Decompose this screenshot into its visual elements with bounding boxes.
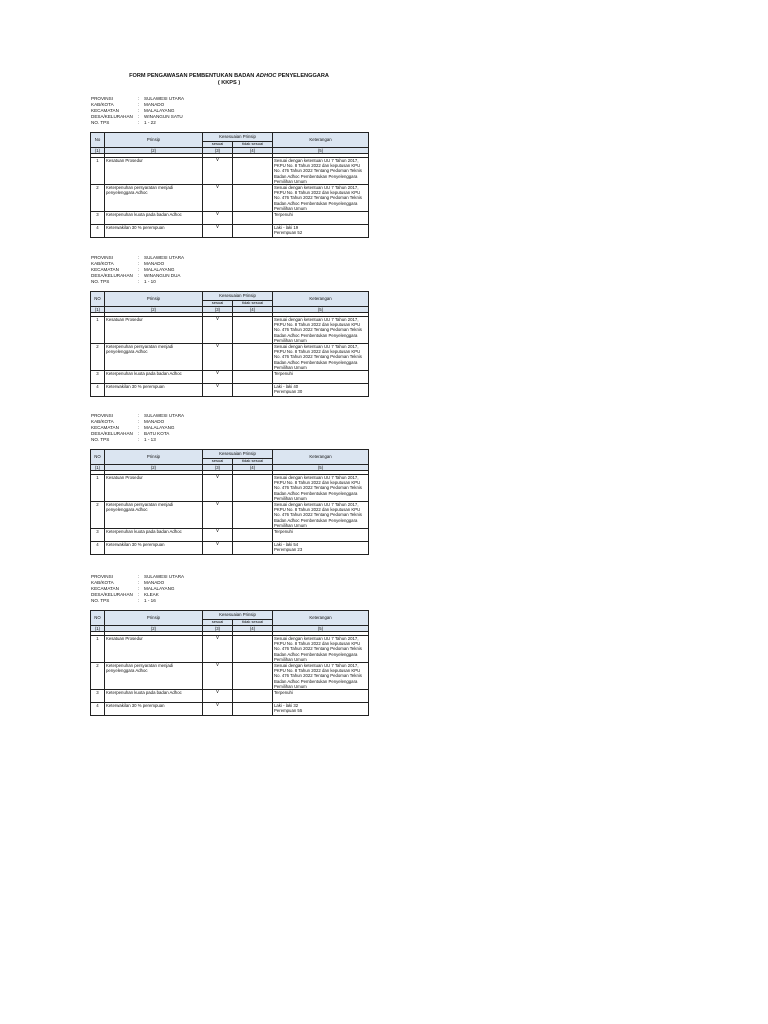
row-prinsip: Keterwakilan 30 % perempuan [105,384,203,397]
label-desa: DESA/KELURAHAN [91,272,133,278]
sep: : [138,101,140,107]
value-tps: 1 - 16 [144,597,156,603]
row-tidak-sesuai [233,542,273,555]
col-number: (4) [233,147,273,154]
sep: : [138,430,140,436]
col-number: (3) [203,147,233,154]
value-kec: MALALAYANG [144,585,175,591]
row-no: 1 [91,636,105,663]
row-keterangan: Sesuai dengan ketentuan UU 7 Tahun 2017, PKPU No. 8 Tahun 2022 dan keputusan KPU No. 476 Tahun 2022 Tentang Pedoman Teknis Badan Adhoc Pembentukan Penyelenggara Pemilihan Umum [273,502,369,529]
ket-laki: Laki - laki 40 [274,384,299,390]
row-keterangan: Terpenuhi [273,690,369,703]
row-keterangan [273,542,369,555]
table-row [91,542,369,555]
kkps-table [90,132,369,239]
header-prinsip: Prinsip [105,610,203,625]
col-number: (5) [273,147,369,154]
table-row [91,529,369,542]
header-keterangan: Keterangan [273,610,369,625]
value-desa: WINANGUN DUA [144,272,181,278]
label-kec: KECAMATAN [91,266,119,272]
header-no: NO [91,291,105,306]
header-no: NO [91,610,105,625]
label-tps: NO. TPS [91,436,110,442]
col-number: (3) [203,306,233,313]
check-mark: v [203,502,233,529]
header-tidak-sesuai: tidak sesuai [233,458,273,464]
row-prinsip: Keterpenuhan persyaratan menjadi penyelenggara Adhoc [105,344,203,371]
table-row [91,475,369,502]
row-no: 4 [91,703,105,716]
kkps-table [90,291,369,398]
location-info [91,96,368,126]
check-mark: v [203,225,233,238]
table-row [91,690,369,703]
row-no: 2 [91,344,105,371]
row-prinsip: Kesatuan Prosedur [105,317,203,344]
sep: : [138,591,140,597]
row-tidak-sesuai [233,384,273,397]
col-number: (1) [91,147,105,154]
label-desa: DESA/KELURAHAN [91,113,133,119]
header-tidak-sesuai: tidak sesuai [233,141,273,147]
sep: : [138,436,140,442]
form-title [90,73,368,87]
sep: : [138,272,140,278]
value-provinsi: SULAWESI UTARA [144,413,185,418]
row-no: 2 [91,185,105,212]
form-title-line [90,73,368,80]
value-provinsi: SULAWESI UTARA [144,96,185,101]
value-provinsi: SULAWESI UTARA [144,574,185,579]
row-no: 3 [91,529,105,542]
ket-laki: Laki - laki 19 [274,225,299,231]
row-prinsip: Kesatuan Prosedur [105,475,203,502]
col-number: (1) [91,625,105,632]
kkps-table [90,449,369,556]
row-prinsip: Keterwakilan 30 % perempuan [105,225,203,238]
value-desa: BATU KOTA [144,430,170,436]
row-tidak-sesuai [233,690,273,703]
row-no: 4 [91,384,105,397]
label-kab: KAB/KOTA [91,418,114,424]
label-provinsi: PROVINSI [91,413,113,418]
check-mark: v [203,529,233,542]
row-tidak-sesuai [233,212,273,225]
row-keterangan: Terpenuhi [273,212,369,225]
table-row [91,344,369,371]
value-kec: MALALAYANG [144,424,175,430]
value-kab: MANADO [144,418,165,424]
title-suffix: PENYELENGGARA [276,73,329,79]
row-keterangan [273,225,369,238]
row-tidak-sesuai [233,185,273,212]
row-prinsip: Keterpenuhan kuota pada badan Adhoc [105,529,203,542]
check-mark: v [203,636,233,663]
kkps-table [90,610,369,717]
location-info [91,413,368,443]
label-provinsi: PROVINSI [91,574,113,579]
row-prinsip: Keterpenuhan kuota pada badan Adhoc [105,212,203,225]
table-row [91,663,369,690]
value-kab: MANADO [144,101,165,107]
row-prinsip: Keterpenuhan kuota pada badan Adhoc [105,690,203,703]
header-kesesuaian: Kesesuaian Prinsip [203,291,273,300]
row-no: 4 [91,542,105,555]
label-desa: DESA/KELURAHAN [91,591,133,597]
table-row [91,371,369,384]
ket-perempuan: Perempuan 23 [274,547,303,553]
check-mark: v [203,185,233,212]
section-2 [90,255,368,397]
sep: : [138,266,140,272]
value-kec: MALALAYANG [144,266,175,272]
sep: : [138,585,140,591]
sep: : [138,424,140,430]
table-row [91,384,369,397]
sep: : [138,96,140,101]
sep: : [138,107,140,113]
row-keterangan: Sesuai dengan ketentuan UU 7 Tahun 2017, PKPU No. 8 Tahun 2022 dan keputusan KPU No. 476 Tahun 2022 Tentang Pedoman Teknis Badan Adhoc Pembentukan Penyelenggara Pemilihan Umum [273,158,369,185]
header-keterangan: Keterangan [273,132,369,147]
ket-perempuan: Perempuan 55 [274,708,303,714]
ket-laki: Laki - laki 32 [274,703,299,709]
table-row [91,703,369,716]
col-number: (5) [273,625,369,632]
value-desa: KLEAK [144,591,159,597]
header-sesuai: sesuai [203,300,233,306]
label-tps: NO. TPS [91,119,110,125]
value-tps: 1 - 13 [144,436,156,442]
check-mark: v [203,317,233,344]
row-tidak-sesuai [233,371,273,384]
table-row [91,636,369,663]
label-provinsi: PROVINSI [91,96,113,101]
header-tidak-sesuai: tidak sesuai [233,300,273,306]
check-mark: v [203,542,233,555]
col-number: (4) [233,306,273,313]
col-number: (5) [273,306,369,313]
table-row [91,185,369,212]
row-tidak-sesuai [233,663,273,690]
row-tidak-sesuai [233,475,273,502]
value-kab: MANADO [144,260,165,266]
row-keterangan: Sesuai dengan ketentuan UU 7 Tahun 2017, PKPU No. 8 Tahun 2022 dan keputusan KPU No. 476 Tahun 2022 Tentang Pedoman Teknis Badan Adhoc Pembentukan Penyelenggara Pemilihan Umum [273,636,369,663]
check-mark: v [203,344,233,371]
sep: : [138,579,140,585]
label-kec: KECAMATAN [91,107,119,113]
header-sesuai: sesuai [203,458,233,464]
row-tidak-sesuai [233,225,273,238]
label-desa: DESA/KELURAHAN [91,430,133,436]
col-number: (5) [273,464,369,471]
table-row [91,212,369,225]
label-provinsi: PROVINSI [91,255,113,260]
row-no: 1 [91,475,105,502]
title-prefix: FORM PENGAWASAN PEMBENTUKAN BADAN [129,73,256,79]
ket-perempuan: Perempuan 30 [274,389,303,395]
table-row [91,317,369,344]
value-kec: MALALAYANG [144,107,175,113]
row-prinsip: Keterpenuhan persyaratan menjadi penyelenggara Adhoc [105,663,203,690]
ket-laki: Laki - laki 54 [274,542,299,548]
label-kab: KAB/KOTA [91,101,114,107]
row-tidak-sesuai [233,317,273,344]
location-info [91,255,368,285]
row-prinsip: Keterpenuhan kuota pada badan Adhoc [105,371,203,384]
row-prinsip: Kesatuan Prosedur [105,158,203,185]
section-4 [90,574,368,716]
label-kab: KAB/KOTA [91,260,114,266]
row-tidak-sesuai [233,703,273,716]
check-mark: v [203,371,233,384]
row-no: 3 [91,212,105,225]
row-tidak-sesuai [233,636,273,663]
col-number: (2) [105,306,203,313]
form-subtitle: ( KKPS ) [217,80,241,86]
header-kesesuaian: Kesesuaian Prinsip [203,449,273,458]
row-no: 1 [91,317,105,344]
col-number: (1) [91,464,105,471]
header-prinsip: Prinsip [105,132,203,147]
row-tidak-sesuai [233,344,273,371]
value-tps: 1 - 22 [144,119,156,125]
check-mark: v [203,158,233,185]
row-tidak-sesuai [233,502,273,529]
check-mark: v [203,475,233,502]
label-kab: KAB/KOTA [91,579,114,585]
row-no: 3 [91,690,105,703]
header-no: No [91,132,105,147]
row-no: 3 [91,371,105,384]
value-desa: WINANGUN SATU [144,113,183,119]
table-row [91,225,369,238]
sep: : [138,418,140,424]
header-prinsip: Prinsip [105,449,203,464]
row-keterangan: Sesuai dengan ketentuan UU 7 Tahun 2017, PKPU No. 8 Tahun 2022 dan keputusan KPU No. 476 Tahun 2022 Tentang Pedoman Teknis Badan Adhoc Pembentukan Penyelenggara Pemilihan Umum [273,317,369,344]
row-keterangan: Sesuai dengan ketentuan UU 7 Tahun 2017, PKPU No. 8 Tahun 2022 dan keputusan KPU No. 476 Tahun 2022 Tentang Pedoman Teknis Badan Adhoc Pembentukan Penyelenggara Pemilihan Umum [273,344,369,371]
row-prinsip: Keterwakilan 30 % perempuan [105,542,203,555]
row-keterangan: Terpenuhi [273,371,369,384]
check-mark: v [203,212,233,225]
header-keterangan: Keterangan [273,291,369,306]
row-prinsip: Keterpenuhan persyaratan menjadi penyelenggara Adhoc [105,502,203,529]
row-keterangan: Sesuai dengan ketentuan UU 7 Tahun 2017, PKPU No. 8 Tahun 2022 dan keputusan KPU No. 476 Tahun 2022 Tentang Pedoman Teknis Badan Adhoc Pembentukan Penyelenggara Pemilihan Umum [273,663,369,690]
col-number: (3) [203,464,233,471]
title-italic: ADHOC [255,73,277,79]
row-tidak-sesuai [233,158,273,185]
sep: : [138,119,140,125]
row-keterangan: Terpenuhi [273,529,369,542]
check-mark: v [203,663,233,690]
check-mark: v [203,384,233,397]
col-number: (1) [91,306,105,313]
label-kec: KECAMATAN [91,424,119,430]
row-keterangan: Sesuai dengan ketentuan UU 7 Tahun 2017, PKPU No. 8 Tahun 2022 dan keputusan KPU No. 476 Tahun 2022 Tentang Pedoman Teknis Badan Adhoc Pembentukan Penyelenggara Pemilihan Umum [273,475,369,502]
header-kesesuaian: Kesesuaian Prinsip [203,132,273,141]
header-keterangan: Keterangan [273,449,369,464]
row-tidak-sesuai [233,529,273,542]
sep: : [138,574,140,579]
row-keterangan: Sesuai dengan ketentuan UU 7 Tahun 2017, PKPU No. 8 Tahun 2022 dan keputusan KPU No. 476 Tahun 2022 Tentang Pedoman Teknis Badan Adhoc Pembentukan Penyelenggara Pemilihan Umum [273,185,369,212]
row-no: 2 [91,502,105,529]
header-prinsip: Prinsip [105,291,203,306]
sep: : [138,260,140,266]
section-3 [90,413,368,555]
row-prinsip: Keterwakilan 30 % perempuan [105,703,203,716]
sep: : [138,278,140,284]
row-prinsip: Kesatuan Prosedur [105,636,203,663]
row-keterangan [273,703,369,716]
check-mark: v [203,690,233,703]
label-tps: NO. TPS [91,278,110,284]
header-tidak-sesuai: tidak sesuai [233,619,273,625]
sep: : [138,413,140,418]
col-number: (4) [233,625,273,632]
col-number: (2) [105,625,203,632]
header-sesuai: sesuai [203,619,233,625]
value-tps: 1 - 10 [144,278,156,284]
table-row [91,158,369,185]
row-keterangan [273,384,369,397]
sep: : [138,113,140,119]
row-no: 4 [91,225,105,238]
row-prinsip: Keterpenuhan persyaratan menjadi penyelenggara Adhoc [105,185,203,212]
header-sesuai: sesuai [203,141,233,147]
ket-perempuan: Perempuan 52 [274,230,303,236]
header-no: NO [91,449,105,464]
location-info [91,574,368,604]
sep: : [138,597,140,603]
value-provinsi: SULAWESI UTARA [144,255,185,260]
label-kec: KECAMATAN [91,585,119,591]
label-tps: NO. TPS [91,597,110,603]
col-number: (2) [105,464,203,471]
col-number: (2) [105,147,203,154]
sep: : [138,255,140,260]
col-number: (4) [233,464,273,471]
value-kab: MANADO [144,579,165,585]
row-no: 2 [91,663,105,690]
row-no: 1 [91,158,105,185]
table-row [91,502,369,529]
header-kesesuaian: Kesesuaian Prinsip [203,610,273,619]
check-mark: v [203,703,233,716]
col-number: (3) [203,625,233,632]
section-1 [90,96,368,238]
